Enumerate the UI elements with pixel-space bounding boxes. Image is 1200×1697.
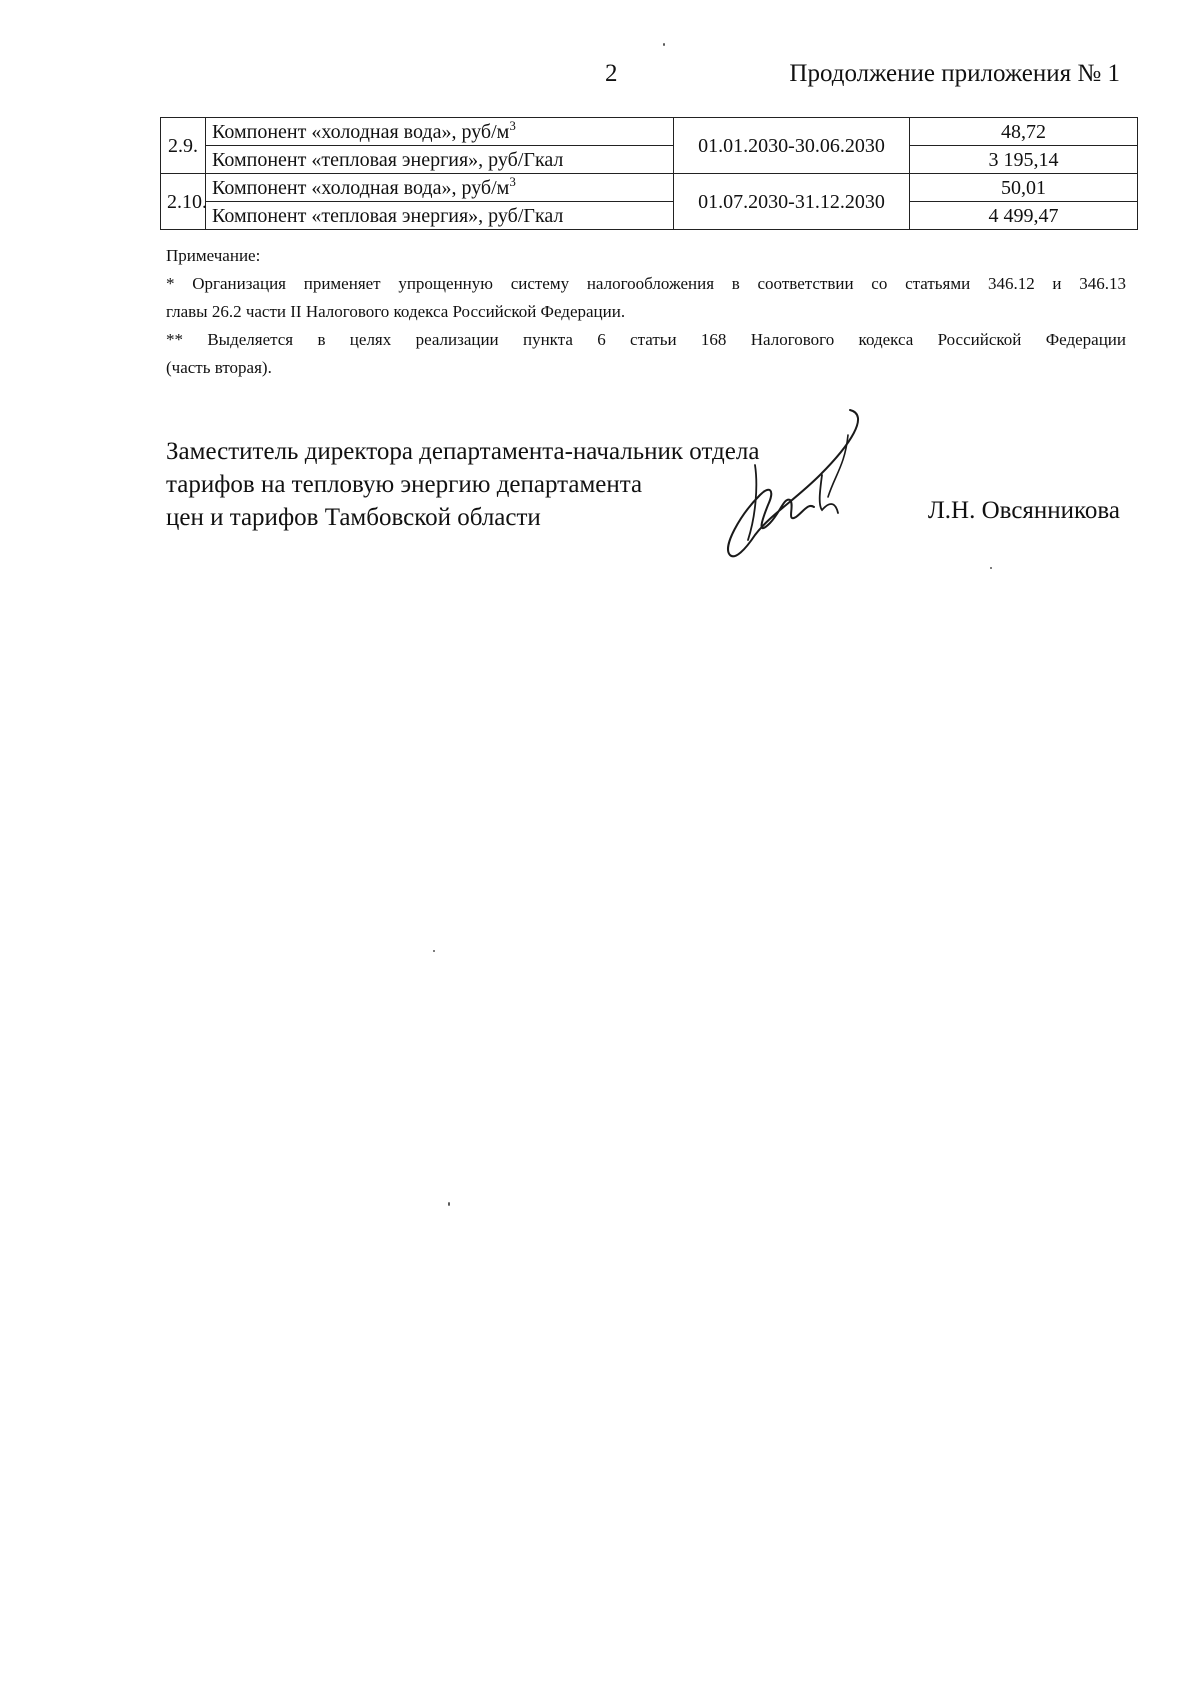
notes-title: Примечание: (166, 246, 261, 265)
handwritten-signature (700, 405, 890, 565)
appendix-continuation-note: Продолжение приложения № 1 (789, 60, 1120, 87)
tariff-table (160, 117, 1138, 230)
tariff-value: 4 499,47 (910, 202, 1138, 230)
tariff-value: 3 195,14 (910, 146, 1138, 174)
row-number: 2.9. (161, 118, 206, 174)
table-row (161, 118, 1138, 146)
signatory-name: Л.Н. Овсянникова (927, 497, 1120, 524)
table-row (161, 146, 1138, 174)
position-line: тарифов на тепловую энергию департамента (166, 471, 643, 498)
component-label: Компонент «тепловая энергия», руб/Гкал (206, 202, 674, 230)
scan-speck (433, 950, 435, 952)
note-line: (часть вторая). (166, 358, 272, 377)
tariff-value: 48,72 (910, 118, 1138, 146)
component-label: Компонент «тепловая энергия», руб/Гкал (206, 146, 674, 174)
component-label: Компонент «холодная вода», руб/$м^3$ (206, 118, 674, 146)
page-number: 2 (605, 60, 618, 87)
table-row (161, 174, 1138, 202)
note-line: главы 26.2 части II Налогового кодекса Российской Федерации. (166, 302, 626, 321)
notes-section (166, 242, 1126, 382)
note-line: ** Выделяется в целях реализации пункта 6 статьи 168 Налогового кодекса Российской Федерации (166, 330, 1126, 349)
tariff-value: 50,01 (910, 174, 1138, 202)
note-line: * Организация применяет упрощенную систему налогообложения в соответствии со статьями 346.12 и 346.13 (166, 274, 1126, 293)
row-number: 2.10. (161, 174, 206, 230)
component-label: Компонент «холодная вода», руб/$м^3$ (206, 174, 674, 202)
position-line: Заместитель директора департамента-начальник отдела (166, 438, 760, 465)
position-line: цен и тарифов Тамбовской области (166, 504, 541, 531)
scan-speck (448, 1202, 450, 1206)
table-row (161, 202, 1138, 230)
period-cell: 01.01.2030-30.06.2030 (674, 118, 910, 174)
scan-speck (663, 43, 665, 46)
scan-speck (990, 567, 992, 569)
signatory-position (166, 435, 759, 534)
period-cell: 01.07.2030-31.12.2030 (674, 174, 910, 230)
